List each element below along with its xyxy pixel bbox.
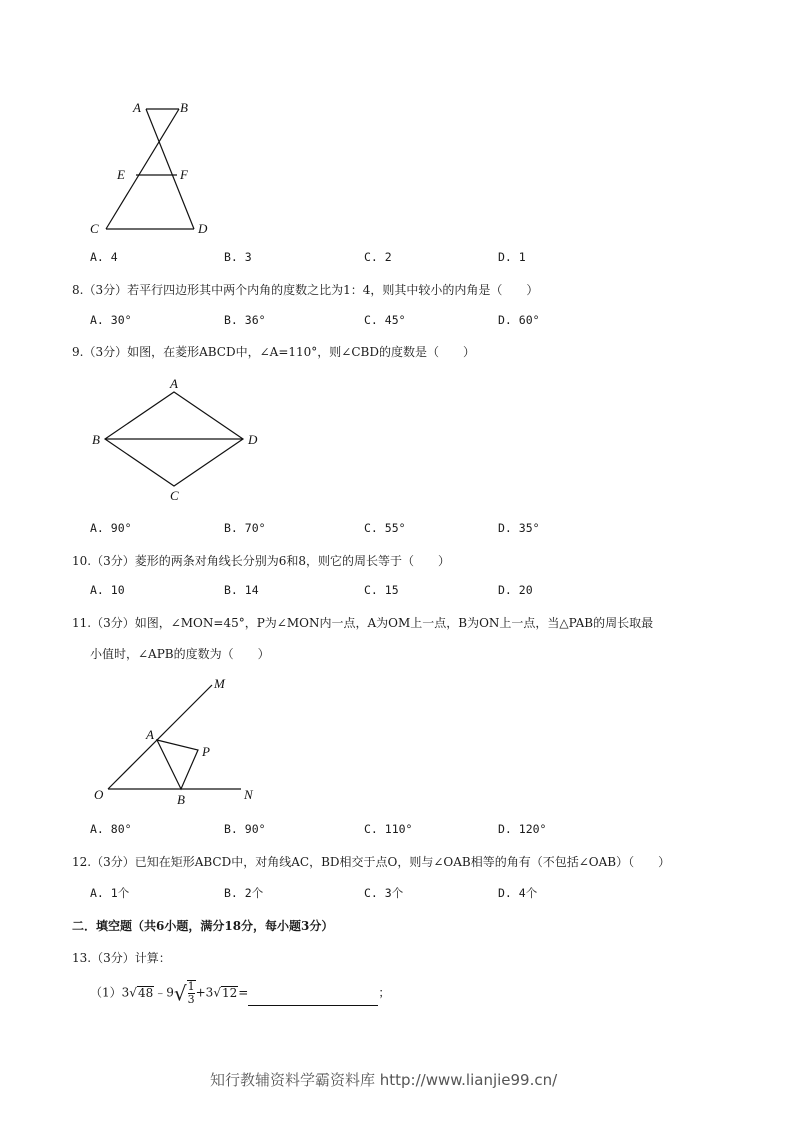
q11-label-b: B xyxy=(177,792,185,807)
q7-label-d: D xyxy=(198,221,208,236)
section-title: 二．填空题（共6小题，满分18分，每小题3分） xyxy=(72,919,334,933)
q10-option-d: D. 20 xyxy=(498,583,533,597)
q7-label-c: C xyxy=(90,221,99,236)
q9-option-a: A. 90° xyxy=(90,521,132,535)
q13-part1 xyxy=(90,980,390,1006)
q8-option-d: D. 60° xyxy=(498,313,540,327)
q7-option-b: B. 3 xyxy=(224,250,252,264)
q11-option-c: C. 110° xyxy=(364,822,413,836)
q11-text-line1: 11.（3分）如图，∠MON=45°，P为∠MON内一点，A为OM上一点，B为ON上一点，当△PAB的周长取最 xyxy=(72,616,654,630)
q13-equals: = xyxy=(238,985,249,1000)
q13-frac-den: 3 xyxy=(187,993,195,1006)
q12-option-b: B. 2个 xyxy=(224,886,264,900)
q7-option-d: D. 1 xyxy=(498,250,526,264)
q12-option-d: D. 4个 xyxy=(498,886,538,900)
q13-radicand-2: 12 xyxy=(221,985,238,1000)
q7-option-a: A. 4 xyxy=(90,250,118,264)
q12-option-a: A. 1个 xyxy=(90,886,130,900)
q13-answer-blank[interactable] xyxy=(248,993,378,1006)
q13-frac-num: 1 xyxy=(187,980,195,993)
q8-text: 8.（3分）若平行四边形其中两个内角的度数之比为1：4，则其中较小的内角是（ ） xyxy=(72,283,539,297)
q9-label-a: A xyxy=(170,376,178,391)
q10-option-b: B. 14 xyxy=(224,583,259,597)
q13-minus: ﹣9 xyxy=(154,985,174,1000)
q13-text: 13.（3分）计算： xyxy=(72,951,171,965)
q11-label-o: O xyxy=(94,787,104,802)
q11-option-a: A. 80° xyxy=(90,822,132,836)
q7-figure xyxy=(80,95,220,240)
q13-plus: +3 xyxy=(195,985,214,1000)
q13-radicand-1: 48 xyxy=(137,985,154,1000)
q9-label-d: D xyxy=(248,432,258,447)
q9-text: 9.（3分）如图，在菱形ABCD中，∠A=110°，则∠CBD的度数是（ ） xyxy=(72,345,475,359)
sqrt-icon: √ xyxy=(129,985,137,1000)
sqrt-icon: √ xyxy=(173,981,187,1006)
q11-option-b: B. 90° xyxy=(224,822,266,836)
q10-text: 10.（3分）菱形的两条对角线长分别为6和8，则它的周长等于（ ） xyxy=(72,554,450,568)
q12-option-c: C. 3个 xyxy=(364,886,404,900)
q11-option-d: D. 120° xyxy=(498,822,547,836)
q10-option-a: A. 10 xyxy=(90,583,125,597)
q9-label-b: B xyxy=(92,432,100,447)
q11-text-line2: 小值时，∠APB的度数为（ ） xyxy=(90,647,270,661)
footer-watermark: 知行教辅资料学霸资料库 http://www.lianjie99.cn/ xyxy=(210,1071,558,1089)
q11-label-a: A xyxy=(146,727,154,742)
q7-option-c: C. 2 xyxy=(364,250,392,264)
q8-option-b: B. 36° xyxy=(224,313,266,327)
q13-end: ； xyxy=(378,985,391,1000)
q11-label-p: P xyxy=(202,744,210,759)
q13-part1-prefix: （1）3 xyxy=(90,985,130,1000)
q9-figure xyxy=(88,375,268,505)
q8-option-a: A. 30° xyxy=(90,313,132,327)
q13-fraction xyxy=(187,980,196,1006)
q9-option-c: C. 55° xyxy=(364,521,406,535)
q8-option-c: C. 45° xyxy=(364,313,406,327)
q9-option-d: D. 35° xyxy=(498,521,540,535)
sqrt-icon: √ xyxy=(213,985,221,1000)
q9-option-b: B. 70° xyxy=(224,521,266,535)
q9-label-c: C xyxy=(170,488,179,503)
q11-label-m: M xyxy=(214,676,225,691)
q11-label-n: N xyxy=(244,787,253,802)
q11-figure xyxy=(88,672,268,812)
q10-option-c: C. 15 xyxy=(364,583,399,597)
q7-label-b: B xyxy=(180,100,188,115)
q7-label-f: F xyxy=(180,167,188,182)
q12-text: 12.（3分）已知在矩形ABCD中，对角线AC，BD相交于点O，则与∠OAB相等的角有（不包括∠OAB）（ ） xyxy=(72,855,671,869)
q7-label-a: A xyxy=(133,100,141,115)
q7-label-e: E xyxy=(117,167,125,182)
